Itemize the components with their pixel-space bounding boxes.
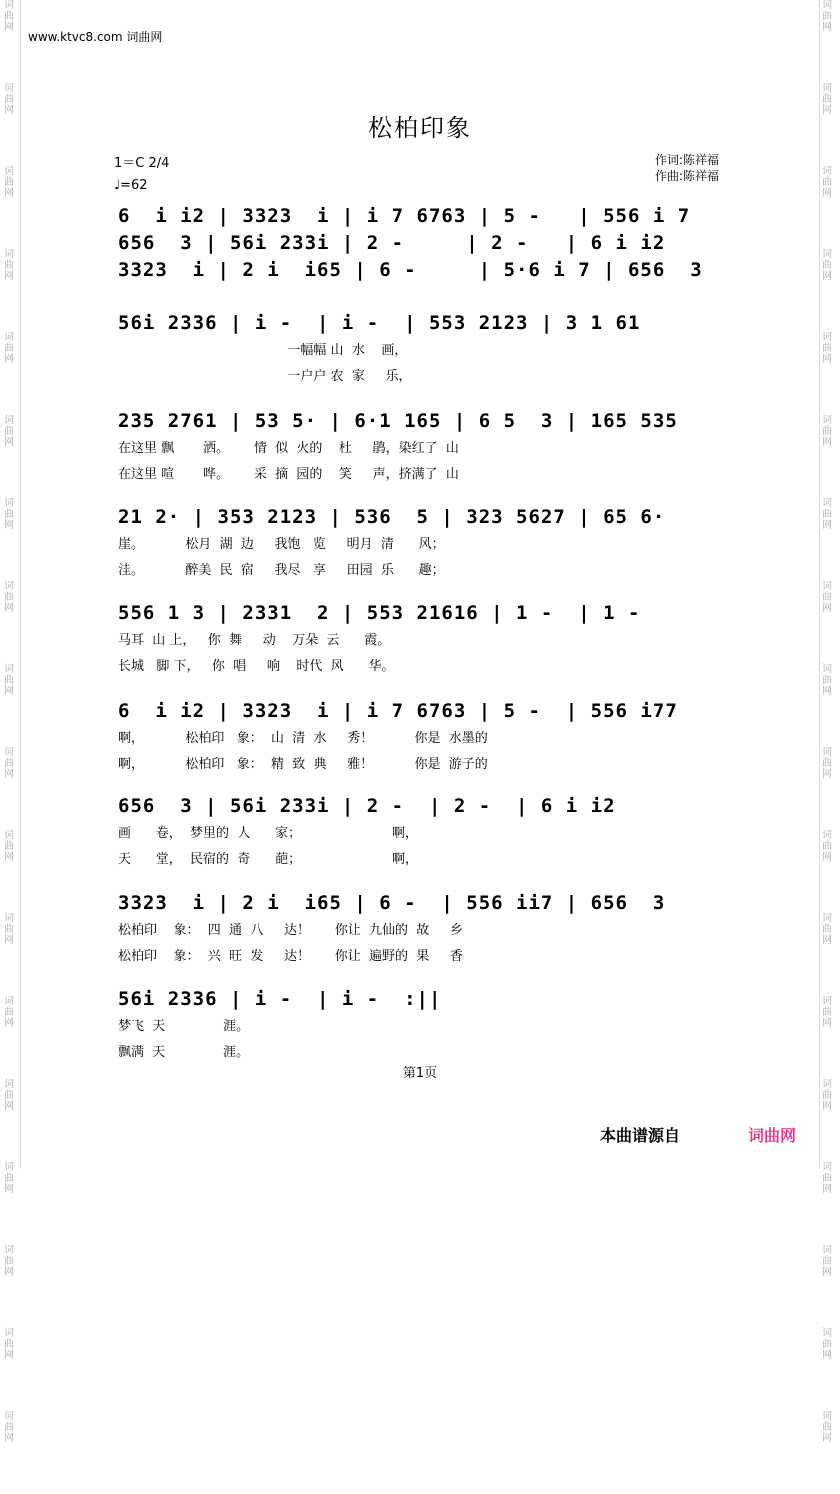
lyric-line: 天 堂， 民宿的 奇 葩； 啊，	[118, 852, 419, 867]
notation-line: 235 2761 | 53 5· | 6·1 165 | 6 5 3 | 165 535	[118, 410, 678, 432]
credits	[655, 152, 719, 184]
lyric-line: 画 卷， 梦里的 人 家； 啊，	[118, 826, 419, 841]
song-title: 松柏印象	[368, 114, 472, 142]
notation-line: 56i 2336 | i - | i - | 553 2123 | 3 1 61	[118, 312, 641, 334]
page-number: 第1页	[402, 1066, 438, 1081]
score-system	[118, 410, 752, 489]
notation-line: 6 i i2 | 3323 i | i 7 6763 | 5 - | 556 i 7	[118, 205, 691, 227]
lyric-line: 在这里 飘 洒。 情 似 火的 杜 鹃，染红了 山	[118, 441, 459, 456]
source-label: 本曲谱源自	[600, 1126, 681, 1145]
lyric-line: 一户户 农 家 乐，	[118, 369, 412, 384]
notation-line: 3323 i | 2 i i65 | 6 - | 556 ii7 | 656 3	[118, 892, 666, 914]
score-system	[118, 205, 752, 286]
lyric-line: 长城 脚 下， 你 唱 响 时代 风 华。	[118, 659, 395, 674]
lyric-line: 梦飞 天 涯。	[118, 1019, 250, 1034]
lyric-line: 在这里 喧 哗。 采 摘 园的 笑 声，挤满了 山	[118, 467, 459, 482]
site-url[interactable]: www.ktvc8.com 词曲网	[28, 30, 163, 44]
lyric-line: 啊， 松柏印 象： 精 致 典 雅！ 你是 游子的	[118, 757, 488, 772]
notation-line: 3323 i | 2 i i65 | 6 - | 5·6 i 7 | 656 3	[118, 259, 703, 281]
key-signature: 1＝C 2/4	[114, 156, 170, 171]
lyricist: 作词:陈祥福	[655, 153, 720, 167]
tempo-marking: ♩=62	[114, 178, 148, 193]
score-system	[118, 602, 752, 681]
right-watermark: 词曲网 词曲网 词曲网 词曲网 词曲网 词曲网 词曲网 词曲网 词曲网 词曲网 词曲网 词曲网 词曲网 词曲网 词曲网 词曲网 词曲网 词曲网	[822, 0, 832, 1444]
score-system	[118, 795, 752, 874]
notation-line: 656 3 | 56i 233i | 2 - | 2 - | 6 i i2	[118, 795, 616, 817]
lyric-line: 崖。 松月 湖 边 我饱 览 明月 清 风；	[118, 537, 445, 552]
lyric-line: 飘满 天 涯。	[118, 1045, 250, 1060]
score-system	[118, 892, 752, 971]
notation-line: 56i 2336 | i - | i - :||	[118, 988, 442, 1010]
lyric-line: 一幅幅 山 水 画，	[118, 343, 408, 358]
composer: 作曲:陈祥福	[655, 169, 720, 183]
score-system	[118, 506, 752, 585]
lyric-line: 啊， 松柏印 象： 山 清 水 秀！ 你是 水墨的	[118, 731, 488, 746]
lyric-line: 松柏印 象： 兴 旺 发 达！ 你让 遍野的 果 香	[118, 949, 463, 964]
left-watermark: 词曲网 词曲网 词曲网 词曲网 词曲网 词曲网 词曲网 词曲网 词曲网 词曲网 词曲网 词曲网 词曲网 词曲网 词曲网 词曲网 词曲网 词曲网	[4, 0, 14, 1444]
score-system	[118, 312, 752, 391]
notation-line: 6 i i2 | 3323 i | i 7 6763 | 5 - | 556 i77	[118, 700, 678, 722]
notation-line: 556 1 3 | 2331 2 | 553 21616 | 1 - | 1 -	[118, 602, 641, 624]
lyric-line: 松柏印 象： 四 通 八 达！ 你让 九仙的 故 乡	[118, 923, 463, 938]
score-system	[118, 700, 752, 779]
score-system	[118, 988, 752, 1067]
lyric-line: 洼。 醉美 民 宿 我尽 享 田园 乐 趣；	[118, 563, 445, 578]
notation-line: 656 3 | 56i 233i | 2 - | 2 - | 6 i i2	[118, 232, 666, 254]
notation-line: 21 2· | 353 2123 | 536 5 | 323 5627 | 65 6·	[118, 506, 666, 528]
lyric-line: 马耳 山 上， 你 舞 动 万朵 云 霞。	[118, 633, 391, 648]
brand-logo[interactable]: 词曲网	[748, 1126, 797, 1145]
